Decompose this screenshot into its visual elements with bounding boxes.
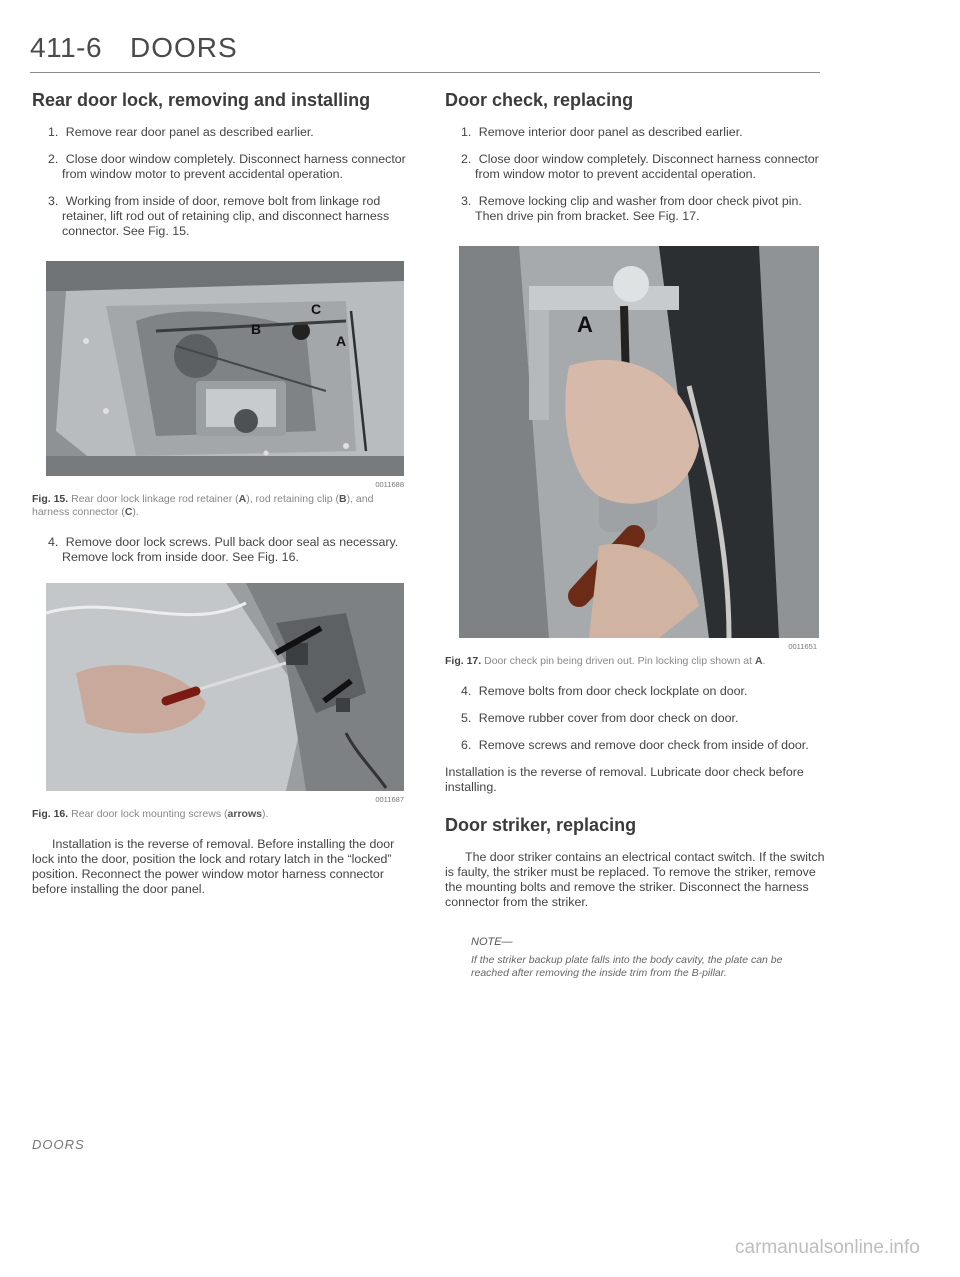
- door-lock-screws-photo: [46, 583, 404, 791]
- note-block: [471, 936, 801, 980]
- step-number: 4.: [461, 684, 472, 698]
- left-column: [32, 90, 412, 897]
- step-number: 5.: [461, 711, 472, 725]
- step-item: [445, 152, 825, 182]
- watermark: carmanualsonline.info: [735, 1237, 920, 1258]
- page-header: [30, 28, 820, 73]
- step-number: 6.: [461, 738, 472, 752]
- heading-rear-door-lock: Rear door lock, removing and installing: [32, 90, 371, 110]
- figure-17: [459, 246, 817, 651]
- caption-callout: arrows: [227, 808, 262, 820]
- callout-a-label: A: [577, 312, 593, 337]
- step-number: 3.: [461, 194, 472, 208]
- step-text: Close door window completely. Disconnect harness connector from window motor to prevent accidental operation.: [475, 152, 819, 181]
- caption-text: Door check pin being driven out. Pin locking clip shown at: [484, 655, 755, 667]
- callout-a-label: A: [336, 333, 347, 349]
- step-item: [445, 125, 825, 140]
- caption-text: Rear door lock mounting screws (: [71, 808, 228, 820]
- step-item: [32, 194, 412, 239]
- page-number: 411-6: [30, 32, 103, 63]
- figure-17-caption: [445, 655, 825, 668]
- step-item: [445, 194, 825, 224]
- step-item: [445, 711, 825, 726]
- step-text: Remove bolts from door check lockplate on door.: [478, 684, 748, 698]
- step-text: Remove rubber cover from door check on door.: [478, 711, 739, 725]
- figure-number: 0011688: [375, 480, 404, 489]
- figure-number: 0011651: [788, 642, 817, 651]
- step-number: 2.: [461, 152, 472, 166]
- caption-text: ).: [261, 808, 269, 820]
- note-title: NOTE—: [471, 936, 513, 948]
- figure-label: Fig. 15.: [32, 493, 69, 505]
- step-text: Remove rear door panel as described earlier.: [65, 125, 314, 139]
- door-check-pin-photo: [459, 246, 819, 638]
- caption-text: ), rod retaining clip (: [246, 493, 339, 505]
- figure-16: [46, 583, 404, 804]
- caption-callout: A: [754, 655, 763, 667]
- step-text: Remove screws and remove door check from inside of door.: [478, 738, 809, 752]
- figure-label: Fig. 16.: [32, 808, 69, 820]
- door-lock-linkage-photo: [46, 261, 404, 476]
- step-number: 4.: [48, 535, 59, 549]
- caption-callout: A: [238, 493, 247, 505]
- figure-15: [46, 261, 404, 489]
- step-item: [445, 738, 825, 753]
- striker-paragraph: The door striker contains an electrical contact switch. If the switch is faulty, the striker must be replaced. To remove the striker, remove the mounting bolts and remove the striker. Disconnect the harness connector from the striker.: [445, 850, 825, 909]
- step-number: 1.: [48, 125, 59, 139]
- step-item: [32, 152, 412, 182]
- step-text: Working from inside of door, remove bolt from linkage rod retainer, lift rod out of retaining clip, and disconnect harness connector. See Fig. 15.: [62, 194, 390, 238]
- section-title: DOORS: [130, 32, 238, 63]
- step-item: [445, 684, 825, 699]
- install-paragraph: Installation is the reverse of removal. Before installing the door lock into the door, position the lock and rotary latch in the “locked” position. Reconnect the power window motor harness connector before installing the door panel.: [32, 837, 395, 896]
- note-text: If the striker backup plate falls into the body cavity, the plate can be reached after removing the inside trim from the B-pillar.: [471, 954, 783, 979]
- figure-label: Fig. 17.: [445, 655, 482, 667]
- install-paragraph: Installation is the reverse of removal. Lubricate door check before installing.: [445, 765, 804, 794]
- heading-door-check: Door check, replacing: [445, 90, 634, 110]
- callout-c-label: C: [311, 301, 322, 317]
- callout-b-label: B: [251, 321, 262, 337]
- right-column: [445, 90, 825, 980]
- step-number: 1.: [461, 125, 472, 139]
- step-text: Remove locking clip and washer from door check pivot pin. Then drive pin from bracket. See Fig. 17.: [475, 194, 802, 223]
- step-number: 3.: [48, 194, 59, 208]
- caption-text: .: [762, 655, 766, 667]
- caption-callout: B: [339, 493, 347, 505]
- step-text: Remove door lock screws. Pull back door seal as necessary. Remove lock from inside door. See Fig. 16.: [62, 535, 399, 564]
- footer-section: DOORS: [32, 1137, 85, 1152]
- step-text: Remove interior door panel as described earlier.: [478, 125, 743, 139]
- figure-number: 0011687: [375, 795, 404, 804]
- heading-door-striker: Door striker, replacing: [445, 815, 637, 835]
- caption-text: ), and harness connector (: [32, 493, 374, 518]
- step-number: 2.: [48, 152, 59, 166]
- caption-callout: C: [124, 506, 133, 518]
- caption-text: Rear door lock linkage rod retainer (: [71, 493, 239, 505]
- figure-16-caption: [32, 808, 412, 821]
- figure-15-caption: [32, 493, 412, 519]
- step-item: [32, 535, 412, 565]
- step-text: Close door window completely. Disconnect harness connector from window motor to prevent accidental operation.: [62, 152, 406, 181]
- step-item: [32, 125, 412, 140]
- caption-text: ).: [132, 506, 139, 518]
